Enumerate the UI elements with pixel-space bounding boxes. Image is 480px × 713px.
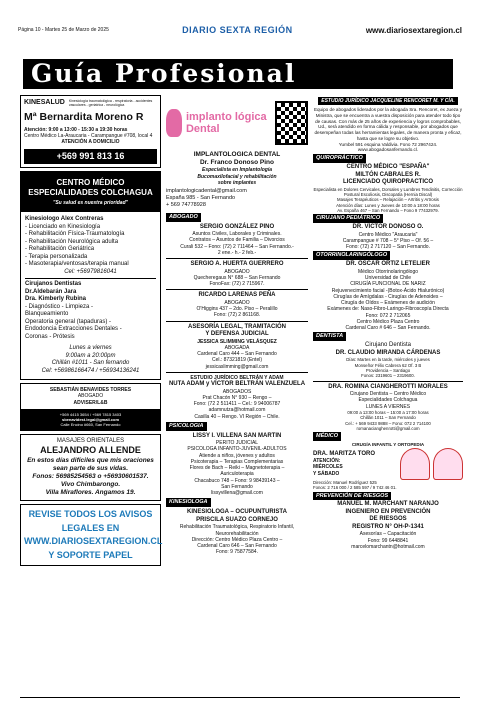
section-psicologia: PSICOLOGIA — [166, 422, 207, 431]
masajes-phones: Fonos: 56985254563 o +56930601537. — [32, 472, 149, 480]
section-quiro: QUIROPRÁCTICO — [313, 154, 366, 163]
section-prevencion: PREVENCIÓN DE RIESGOS — [313, 492, 391, 501]
kine-name: Kinesiologo Alex Contreras — [25, 216, 104, 223]
dent-title: Cirujanos Dentistas — [25, 281, 82, 288]
jacqueline-ad: ESTUDIO JURÍDICO JACQUELINE RENCORET M. Y CÍA. Equipo de abogados liderados por la abogada Sra. Rencoret, ex Jueza y Ministra, que se encuentra a vuestra disposición para atender todo tipo de causas. Con más de 25 años de experiencia y logros comprobables, Ud., será atendido en forma cálida y responsable, por abogados que desempeñan todas las herramientas legales, de manera pronta y eficaz, hasta que se logre su objetivo. Yumbel 591 esquina Valdivia. Fono 72 2967424. www.abogadosanfernando.cl. — [313, 98, 463, 153]
implanto-title: IMPLANTOLOGICA DENTAL — [193, 151, 281, 158]
centro-colchagua-ad — [20, 171, 161, 380]
asesoria-ad: ASESORÍA LEGAL, TRAMITACIÓN Y DEFENSA JUDICIAL JESSICA SLIMMING VELÁSQUEZ ABOGADA Cardenal Caro 444 – San Fernando Cel.: 87321819 (Entel) jessicaslimming@gmail.com — [188, 323, 286, 370]
section-kinesiologa: KINESIOLOGA — [166, 498, 211, 507]
section-banner: Guía Profesional — [23, 59, 453, 89]
implanto-logo-row — [166, 95, 308, 151]
kinesalud-logo: KINESALUD Kinesiología traumatológica - respiratoria - accidentes vasculares - geriatrica - neurológica — [24, 99, 153, 108]
gonzalez-ad: SERGIO GONZÁLEZ PINO Asuntos Civiles, Laborales y Criminales. Contratos – Asuntos de Familia – Divorcios Curali 532 – Fono: (72) 2 711464 – San Fernando.- 2 ene.- h.- 2 feb.- — [180, 223, 294, 256]
footer-rule — [20, 697, 460, 698]
marchant-ad: MANUEL M. MARCHANT NARANJO INGENIERO EN PREVENCIÓN DE RIESGOS REGISTRO N° OH-P-1341 Asesorías – Capacitación Fono: 99 6448841 marcelomarchantn@hotmail.com — [337, 501, 439, 550]
avisos-legales-ad[interactable]: REVISE TODOS LOS AVISOS LEGALES EN WWW.DIARIOSEXTAREGION.CL Y SOPORTE PAPEL — [20, 504, 161, 566]
masajes-name: ALEJANDRO ALLENDE — [40, 445, 141, 456]
dent-list: - Diagnóstico - Limpieza - Blanqueamiento Operatoria general (tapaduras) - Endodoncia Extracciones Dentales - Coronas - Prótesis — [25, 303, 122, 340]
kinesalud-hours: Atención: 9:00 a 13:00 - 15:30 a 19:30 horas — [24, 126, 128, 133]
quiro-ad: CENTRO MÉDICO "ESPAÑA" MILTÓN CABRALES R. LICENCIADO QUIROPRACTICO Especialista en Dolores Cervicales, Dorsales y Lumbres Tendinitis, Corrección Postural Escoliosis, Discopatía (Hernia Discal) Masajes Terapéuticos – Relajación – Artritis y Artrosis Atención días: Lunes y Jueves de 10:00 a 18:00 horas Av. España 467 – San Fernando – Fono 9 77432979. — [313, 164, 463, 213]
dent-schedule: Lunes a viernes 9:00am a 20:00pm Chillán #1011 - San fernando Cel: +56986166474 / +56934136241 — [41, 345, 140, 374]
section-dentista: DENTISTA — [313, 332, 346, 341]
kine-cel: Cel: +56979816041 — [64, 268, 117, 275]
huerta-ad: SERGIO A. HUERTA GUERRERO ABOGADO Quecheregaus N° 688 – San Fernando FonoFax: (72) 2 715967. — [190, 261, 284, 287]
cardenas-ad: Cirujano Dentista DR. CLAUDIO MIRANDA CÁRDENAS Días: Martes en la tarde, miércoles y jueves Monseñor Félix Cabrera 62 Of. 3 B Providencia – Santiago Fonos: 2319601 – 2319600. — [335, 342, 441, 379]
romina-ad: DRA. ROMINA CIANGHEROTTI MORALES Cirujano Dentista – Centro Médico Especialidades Colchagua LUNES A VIERNES 09:00 a 13:00 horas – 15:00 a 17:00 horas Chillán 1011 – San Fernando Cel.: + 569 9433 9888 – Fono: 072 2 714100 romanacianghenrotti@gmail.com — [328, 383, 448, 431]
lissy-ad: LISSY I. VILLENA SAN MARTIN PERITO JUDICIAL PSICOLOGA INFANTO-JUVENIL-ADULTOS Atiende a niños, jóvenes y adultos Psicoterapia – Terapias Complementarias Flores de Bach – Reiki – Magnetoterapia – Auriculoterapia Chacabuco 748 – Fono: 9 98439143 – San Fernando lissyvillena@gmail.com — [187, 432, 287, 497]
page-number: Página 10 - Martes 25 de Marzo de 2025 — [18, 27, 109, 33]
column-right — [313, 95, 463, 550]
newspaper-name: DIARIO SEXTA REGIÓN — [182, 25, 293, 35]
kinesalud-phone: +569 991 813 16 — [24, 149, 157, 164]
kine-list: - Licenciado en Kinesiología - Rehabilitación Física-Traumatología - Rehabilitación Neurológica adulta - Rehabilitación Geriátrica - Terapia personalizada - Masoterapia/ventosas/terapia manual — [25, 223, 129, 268]
dent-name1: Dr.Aldebarán Jara — [25, 288, 77, 295]
child-illustration-icon — [400, 448, 430, 480]
column-left — [20, 95, 161, 569]
section-medico: MÉDICO — [313, 432, 341, 441]
dent-name2: Dra. Kimberly Rubina — [25, 296, 87, 303]
ortiz-ad: DR. ÓSCAR ORTIZ LETELIER Médico Otorrinolaringólogo Universidad de Chile CIRUGÍA FUNCIONAL DE NARIZ Rejuvenecimiento facial -(Botox-Ácido Hialurónico) Cirugías de Amígdalas - Cirugías de Adenoides – Cirugía de Oídos – Exámenes de audición Exámenes de: Naso-Fibro-Laringo-Fibroscopía Directa Fono: 072 2 712065 Centro Médico Plaza Centro Cardenal Caro # 646 – San Fernando. — [327, 261, 449, 332]
donoso-ad: DR. VÍCTOR DONOSO O. Centro Médico "Araucaria" Carampangue # 708 – 5° Piso – Of. 56 – Fono: (72) 2 717120 – San Fernando. — [342, 224, 434, 251]
larenas-ad: RICARDO LARENAS PEÑA ABOGADO O'Higgins 437 – 2do. Piso – Peralillo Fono: (72) 2 861168. — [196, 292, 278, 319]
kinesalud-address: Centro Médico La-Araucaria - Carampangue #708, local 4 — [24, 133, 153, 140]
centro-colchagua-title: CENTRO MÉDICO ESPECIALIDADES COLCHAGUA "Su salud es nuestra prioridad" — [21, 172, 160, 212]
masajes-ad: MASAJES ORIENTALES ALEJANDRO ALLENDE En estos días difíciles que mis oraciones sean parte de sus vidas. Fonos: 56985254563 o +56930601537. Vivo Chimbarongo. Villa Miraflores. Angamos 19. — [20, 434, 161, 501]
qr-code-icon — [275, 101, 308, 145]
section-pediatrico: CIRUJANO PEDIÁTRICO — [313, 214, 383, 223]
priscila-ad: KINESIOLOGA – OCUPUNTURISTA PRISCILA SUAZO CORNEJO Rehabilitación Traumatológica, Respiratorio Infantil, Neurorehabilitación Dirección: Centro Médico Plaza Centro – Cardenal Caro 646 – San Fernando Fono: 9 75877584. — [179, 509, 295, 556]
column-middle: implanto lógica Dental IMPLANTOLOGICA DENTAL Dr. Franco Donoso Pino Especialista en Implantología Bucomaxilofacial y rehabilitación sobre implantes implantologicadental@gmail.com España 985 - San Fernando + 569 74778928 ABOGADO SERGIO GONZÁLEZ PINO Asuntos Civiles, Laborales y Criminales. Contratos – Asuntos de Familia – Divorcios Curali 532 – Fono: (72) 2 711464 – San Fernando.- 2 ene.- h.- 2 feb.- SERGIO A. HUERTA GUERRERO ABOGADO Quecheregaus N° 688 – San Fernando FonoFax: (72) 2 715967. RICARDO LARENAS PEÑA ABOGADO O'Higgins 437 – 2do. Piso – Peralillo Fono: (72) 2 861168. ASESORÍA LEGAL, TRAMITACIÓN Y DEFENSA JUDICIAL JESSICA SLIMMING VELÁSQUEZ ABOGADA Cardenal Caro 444 – San Fernando Cel.: 87321819 (Entel) jessicaslimming@gmail.com ESTUDIO JURÍDICO BELTRÁN Y ADAM NUTA ADAM y VÍCTOR BELTRÁN VALENZUELA ABOGADOS Prat Chacón N° 930 – Rengo – Fono: (72 2 511411 – Cel.: 9 94006787 adamnutza@hotmail.com Casilla 40 – Rengo. VI Región – Chile. PSICOLOGIA LISSY I. VILLENA SAN MARTIN PERITO JUDICIAL PSICOLOGA INFANTO-JUVENIL-ADULTOS Atiende a niños, jóvenes y adultos Psicoterapia – Terapias Complementarias Flores de Bach – Reiki – Magnetoterapia – Auriculoterapia Chacabuco 748 – Fono: 9 98439143 – San Fernando lissyvillena@gmail.com KINESIOLOGA KINESIOLOGA – OCUPUNTURISTA PRISCILA SUAZO CORNEJO Rehabilitación Traumatológica, Respiratorio Infantil, Neurorehabilitación Dirección: Centro Médico Plaza Centro – Cardenal Caro 646 – San Fernando Fono: 9 75877584. — [166, 95, 308, 556]
toro-ad: CIRUGÍA INFANTIL Y ORTOPEDIA DRA. MARITZA TORO ATENCIÓN: MIÉRCOLES Y SÁBADO Dirección: Manuel Rodríguez 525 Fonos: 2 716 000 / 2 585 597 / 9 742 46 01. — [313, 442, 463, 490]
section-abogado: ABOGADO — [166, 213, 201, 222]
section-otorrino: OTORRINOLARINGÓLOGO — [313, 251, 390, 260]
child-illustration-icon — [433, 448, 463, 480]
implanto-logo: implanto lógica Dental — [185, 110, 267, 135]
kinesalud-name: Mª Bernardita Moreno R — [24, 110, 144, 123]
sebastian-ad: SEBASTIÁN BENAVIDES TORRES ABOGADO ADVISER/L&B +569 4415 3654 / +569 7815 3403 sbenavidest.legal@gmail.com Calle Encino #660, San Fernando — [20, 383, 161, 431]
page-header — [18, 24, 462, 36]
kinesalud-home: ATENCIÓN A DOMICILIO — [61, 139, 120, 146]
sebastian-contact: +569 4415 3654 / +569 7815 3403 sbenavidest.legal@gmail.com Calle Encino #660, San Fernando — [21, 409, 160, 430]
estudio-ad: ESTUDIO JURÍDICO BELTRÁN Y ADAM NUTA ADAM y VÍCTOR BELTRÁN VALENZUELA ABOGADOS Prat Chacón N° 930 – Rengo – Fono: (72 2 511411 – Cel.: 9 94006787 adamnutza@hotmail.com Casilla 40 – Rengo. VI Región – Chile. — [168, 374, 306, 420]
kinesalud-ad — [20, 95, 161, 168]
tooth-icon — [166, 109, 182, 137]
newspaper-url[interactable]: www.diariosextaregion.cl — [365, 25, 462, 35]
